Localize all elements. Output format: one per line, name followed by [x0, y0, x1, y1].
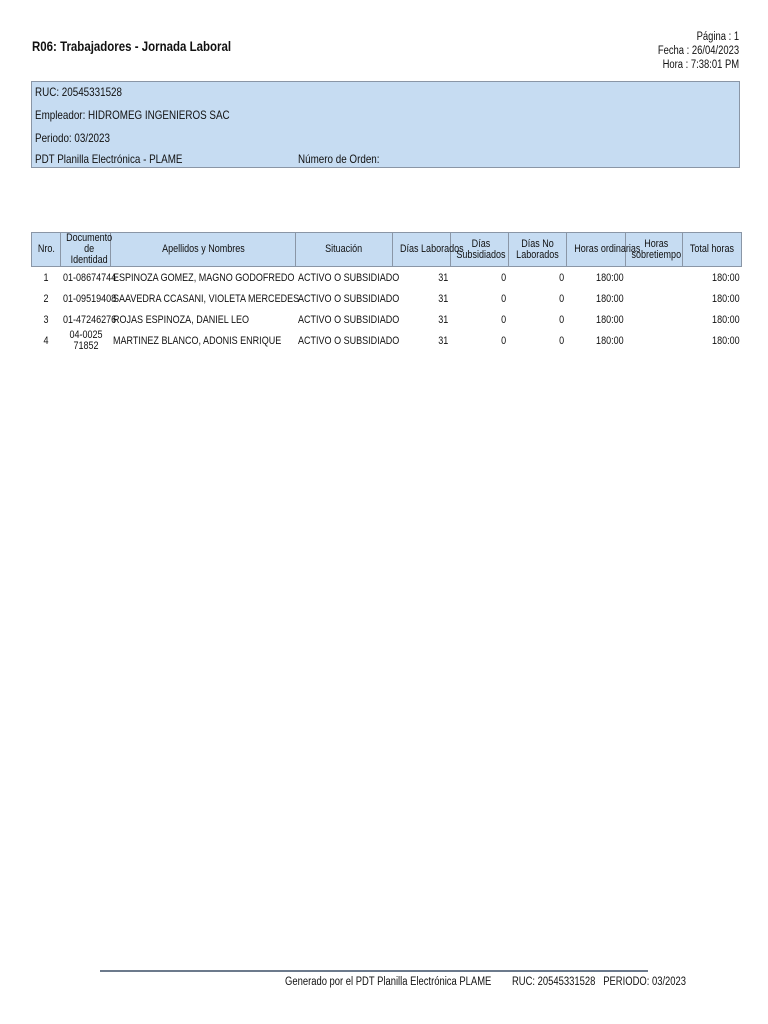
cell-nombre: MARTINEZ BLANCO, ADONIS ENRIQUE — [112, 335, 281, 347]
cell-situacion: ACTIVO O SUBSIDIADO — [297, 313, 399, 326]
cell-dias-subsidiados: 0 — [501, 313, 507, 326]
cell-nro: 1 — [43, 271, 49, 284]
report-meta — [640, 30, 739, 72]
page-number: Página : 1 — [696, 31, 739, 43]
cell-nro: 4 — [43, 335, 49, 347]
col-header-documento: Documento de Identidad — [61, 233, 111, 267]
cell-total-horas: 180:00 — [711, 335, 740, 347]
report-date: Fecha : 26/04/2023 — [657, 45, 739, 57]
pdt-line: PDT Planilla Electrónica - PLAME — [35, 152, 183, 166]
col-header-situacion: Situación — [296, 233, 393, 267]
col-header-dias-no-laborados: Días No Laborados — [509, 233, 567, 267]
report-title: R06: Trabajadores - Jornada Laboral — [32, 38, 232, 54]
cell-dias-no-laborados: 0 — [559, 271, 565, 284]
cell-dias-laborados: 31 — [438, 313, 449, 326]
footer-ruc-period: RUC: 20545331528 PERIODO: 03/2023 — [512, 976, 687, 988]
col-header-horas-ordinarias: Horas ordinarias — [567, 233, 626, 267]
cell-nombre: ESPINOZA GOMEZ, MAGNO GODOFREDO — [112, 271, 294, 284]
col-header-nro: Nro. — [32, 233, 61, 267]
cell-total-horas: 180:00 — [711, 292, 740, 305]
cell-situacion: ACTIVO O SUBSIDIADO — [297, 292, 399, 305]
col-header-nombres: Apellidos y Nombres — [111, 233, 296, 267]
cell-nombre: ROJAS ESPINOZA, DANIEL LEO — [112, 313, 249, 326]
cell-total-horas: 180:00 — [711, 271, 740, 284]
table-row — [32, 309, 742, 330]
cell-documento: 01-09519408 — [62, 292, 116, 305]
cell-documento: 01-08674744 — [62, 271, 116, 284]
cell-horas-sobretiempo — [626, 288, 683, 309]
cell-dias-laborados: 31 — [438, 292, 449, 305]
cell-total-horas: 180:00 — [711, 313, 740, 326]
cell-horas-ordinarias: 180:00 — [595, 292, 624, 305]
cell-horas-sobretiempo — [626, 267, 683, 289]
cell-dias-laborados: 31 — [438, 271, 449, 284]
col-header-total-horas: Total horas — [683, 233, 742, 267]
employer-info-box — [31, 81, 740, 168]
cell-situacion: ACTIVO O SUBSIDIADO — [297, 335, 399, 347]
col-header-dias-laborados: Días Laborados — [393, 233, 451, 267]
order-number-label: Número de Orden: — [298, 152, 380, 166]
cell-nro: 3 — [43, 313, 49, 326]
cell-dias-subsidiados: 0 — [501, 292, 507, 305]
cell-documento: 01-47246276 — [62, 313, 116, 326]
col-header-horas-sobretiempo: Horas sobretiempo — [626, 233, 683, 267]
employer-line: Empleador: HIDROMEG INGENIEROS SAC — [35, 108, 230, 122]
cell-horas-ordinarias: 180:00 — [595, 313, 624, 326]
workers-table — [31, 232, 742, 352]
period-line: Periodo: 03/2023 — [35, 131, 110, 145]
cell-dias-laborados: 31 — [438, 335, 449, 347]
cell-dias-subsidiados: 0 — [501, 271, 507, 284]
cell-horas-sobretiempo — [626, 309, 683, 330]
table-row — [32, 267, 742, 289]
cell-dias-no-laborados: 0 — [559, 313, 565, 326]
table-row — [32, 330, 742, 352]
ruc-line: RUC: 20545331528 — [35, 85, 122, 99]
footer-divider — [100, 970, 648, 972]
cell-nro: 2 — [43, 292, 49, 305]
cell-horas-ordinarias: 180:00 — [595, 271, 624, 284]
cell-situacion: ACTIVO O SUBSIDIADO — [297, 271, 399, 284]
cell-horas-ordinarias: 180:00 — [595, 335, 624, 347]
table-row — [32, 288, 742, 309]
cell-documento: 04-002571852 — [68, 329, 103, 352]
footer-generated-by: Generado por el PDT Planilla Electrónica PLAME — [285, 976, 492, 988]
cell-dias-no-laborados: 0 — [559, 292, 565, 305]
table-header-row — [32, 233, 742, 267]
cell-nombre: SAAVEDRA CCASANI, VIOLETA MERCEDES — [112, 292, 299, 305]
cell-dias-subsidiados: 0 — [501, 335, 507, 347]
cell-dias-no-laborados: 0 — [559, 335, 565, 347]
cell-horas-sobretiempo — [626, 330, 683, 352]
report-time: Hora : 7:38:01 PM — [662, 59, 739, 71]
col-header-dias-subsidiados: Días Subsidiados — [451, 233, 509, 267]
